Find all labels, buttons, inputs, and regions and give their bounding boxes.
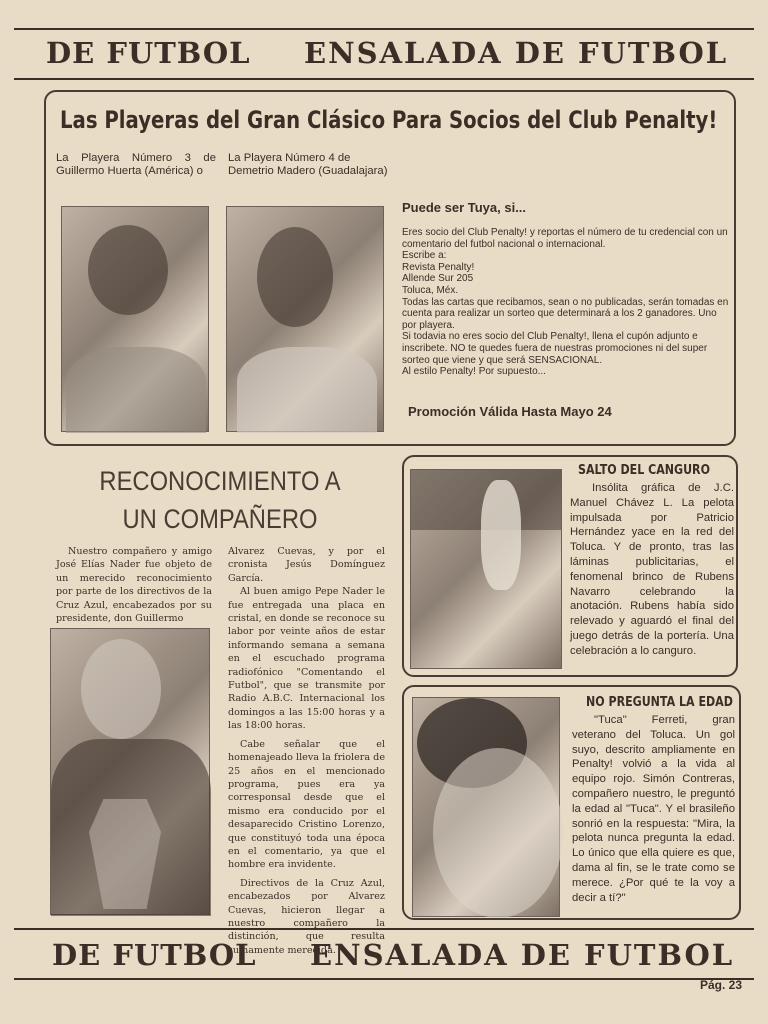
promo-paragraph: Eres socio del Club Penalty! y reportas el número de tu credencial con un comentario del futbol nacional o internacional.	[402, 227, 728, 250]
page-number: Pág. 23	[700, 978, 743, 992]
footer-right: ENSALADA DE FUTBOL	[310, 938, 735, 972]
article-paragraph: Alvarez Cuevas, y por el cronista Jesús Domínguez García.	[228, 546, 385, 584]
header-left: DE FUTBOL	[46, 36, 251, 70]
caption-2: La Playera Número 4 de Demetrio Madero (Guadalajara)	[228, 152, 388, 177]
photo-demetrio-madero	[226, 206, 384, 432]
header-right: ENSALADA DE FUTBOL	[304, 36, 729, 70]
promo-paragraph: Todas las cartas que recibamos, sean o no publicadas, serán tomadas en cuenta para realizar un sorteo que determinará a los 2 ganadores. Uno por playera.	[402, 296, 729, 331]
edad-body: "Tuca" Ferreti, gran veterano del Toluca. Un gol suyo, descrito ampliamente en Penalty! volvió a la vida al equipo rojo. Simón Contreras, compañero nuestro, le preguntó la edad al "Tuca". Y el brasileño sonrió en la respuesta: "Mira, la pelota nunca pregunta la edad. Lo único que ella quiere es que, dama al fin, se le trate como se merece. ¿Por qué te la voy a decir a tí?"	[572, 714, 735, 904]
article-paragraph: Cabe señalar que el homenajeado lleva la friolera de 25 años en el mencionado programa, pues era ya corresponsal desde que el mismo era conducido por el desaparecido Cristino Lorenzo, que constituyó toda una época en el comentario, ya que el hombre era invidente.	[228, 738, 385, 871]
promo-paragraph: Revista Penalty!	[402, 261, 475, 273]
promo-subtitle: Puede ser Tuya, si...	[402, 200, 527, 215]
footer-left: DE FUTBOL	[52, 938, 257, 972]
edad-box	[402, 685, 741, 920]
footer-band	[14, 928, 754, 980]
promo-paragraph: Escribe a:	[402, 250, 447, 262]
promo-paragraph: Allende Sur 205	[402, 273, 474, 285]
promo-paragraph: Al estilo Penalty! Por supuesto...	[402, 366, 546, 378]
photo-salto-canguro	[410, 469, 562, 669]
headline-line: UN COMPAÑERO	[122, 504, 318, 534]
headline-line: RECONOCIMIENTO A	[99, 466, 341, 496]
article-headline	[55, 462, 385, 538]
article-col2	[228, 545, 385, 957]
promo-body	[402, 227, 732, 378]
promo-box	[44, 90, 736, 446]
article-paragraph: Directivos de la Cruz Azul, encabezados por Alvarez Cuevas, hicieron llegar a nuestro compañero la distinción, que resulta sumamente merecida.	[228, 877, 385, 956]
header-band	[14, 28, 754, 80]
salto-body: Insólita gráfica de J.C. Manuel Chávez L. La pelota impulsada por Patricio Hernández yace en la red del Toluca. Y de pronto, tras las láminas publicitarias, el fenomenal brinco de Rubens Navarro celebrando la anotación. Rubens había sido relevado y aguardó el final del juego detrás de la portería. Una celebración a lo canguro.	[570, 482, 734, 657]
photo-jose-elias-nader	[50, 628, 210, 915]
photo-guillermo-huerta	[61, 206, 209, 432]
promo-paragraph: Toluca, Méx.	[402, 284, 459, 296]
article-paragraph: Al buen amigo Pepe Nader le fue entregada una placa en cristal, en donde se reconoce su labor por veinte años de estar informando semana a semana en el escuchado programa radiofónico "Comentando el Futbol", que se transmite por Radio A.B.C. Internacional los domingos a las 15:00 horas y a las 18:00 horas.	[228, 586, 385, 732]
promo-validity: Promoción Válida Hasta Mayo 24	[408, 404, 612, 419]
salto-box	[402, 455, 738, 677]
promo-title: Las Playeras del Gran Clásico Para Socios del Club Penalty!	[60, 106, 718, 134]
promo-paragraph: Si todavia no eres socio del Club Penalty!, llena el cupón adjunto e inscribete. NO te quedes fuera de nuestras promociones ni del super sorteo que viene y que será SENSACIONAL.	[402, 331, 708, 366]
salto-title: SALTO DEL CANGURO	[578, 463, 710, 478]
photo-tuca-ferreti	[412, 697, 560, 917]
edad-title: NO PREGUNTA LA EDAD	[586, 695, 733, 710]
article-col1: Nuestro compañero y amigo José Elías Nader fue objeto de un merecido reconocimiento por parte de los directivos de la Cruz Azul, encabezados por su presidente, don Guillermo	[56, 546, 212, 625]
caption-1: La Playera Número 3 de Guillermo Huerta (América) o	[56, 152, 216, 177]
